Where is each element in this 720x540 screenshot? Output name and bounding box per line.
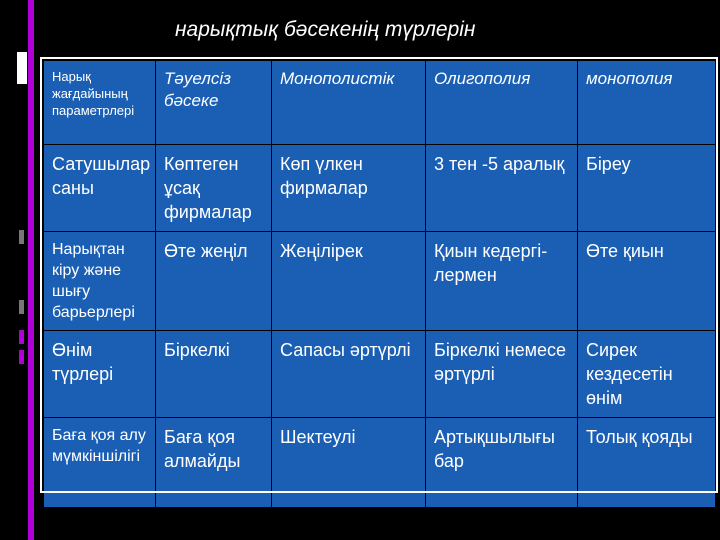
accent-strip: [28, 0, 34, 540]
header-cell: Монополистік: [272, 61, 426, 145]
table-cell: Сирек кездесетін өнім: [578, 331, 716, 418]
table-cell: Көп үлкен фирмалар: [272, 145, 426, 232]
table-cell: Толық қояды: [578, 418, 716, 508]
row-label: Нарықтан кіру және шығу барьерлері: [44, 232, 156, 331]
table-cell: 3 тен -5 аралық: [426, 145, 578, 232]
table-cell: Қиын кедергі-лермен: [426, 232, 578, 331]
header-cell: монополия: [578, 61, 716, 145]
row-label: Сатушылар саны: [44, 145, 156, 232]
page-title: нарықтық бәсекенің түрлерін: [175, 18, 476, 41]
table-header-row: [44, 61, 716, 145]
table-cell: Біреу: [578, 145, 716, 232]
deco-square-purple: [19, 330, 24, 344]
table-cell: Көптеген ұсақ фирмалар: [156, 145, 272, 232]
deco-square-purple: [19, 350, 24, 364]
header-cell: Нарық жағдайының параметрлері: [44, 61, 156, 145]
table-cell: Жеңілірек: [272, 232, 426, 331]
table-cell: Баға қоя алмайды: [156, 418, 272, 508]
table-cell: Сапасы әртүрлі: [272, 331, 426, 418]
table-cell: Артықшылығы бар: [426, 418, 578, 508]
table-row: [44, 331, 716, 418]
table-cell: Өте қиын: [578, 232, 716, 331]
deco-square-grey: [19, 230, 24, 244]
deco-square-grey: [19, 300, 24, 314]
table-cell: Шектеулі: [272, 418, 426, 508]
table-row: [44, 145, 716, 232]
comparison-table: [43, 60, 715, 490]
table-cell: Біркелкі немесе әртүрлі: [426, 331, 578, 418]
table-row: [44, 418, 716, 508]
header-cell: Тәуелсіз бәсеке: [156, 61, 272, 145]
row-label: Өнім түрлері: [44, 331, 156, 418]
table-cell: Өте жеңіл: [156, 232, 272, 331]
table-row: [44, 232, 716, 331]
row-label: Баға қоя алу мүмкіншілігі: [44, 418, 156, 508]
deco-square-white: [17, 52, 27, 84]
table-cell: Біркелкі: [156, 331, 272, 418]
header-cell: Олигополия: [426, 61, 578, 145]
